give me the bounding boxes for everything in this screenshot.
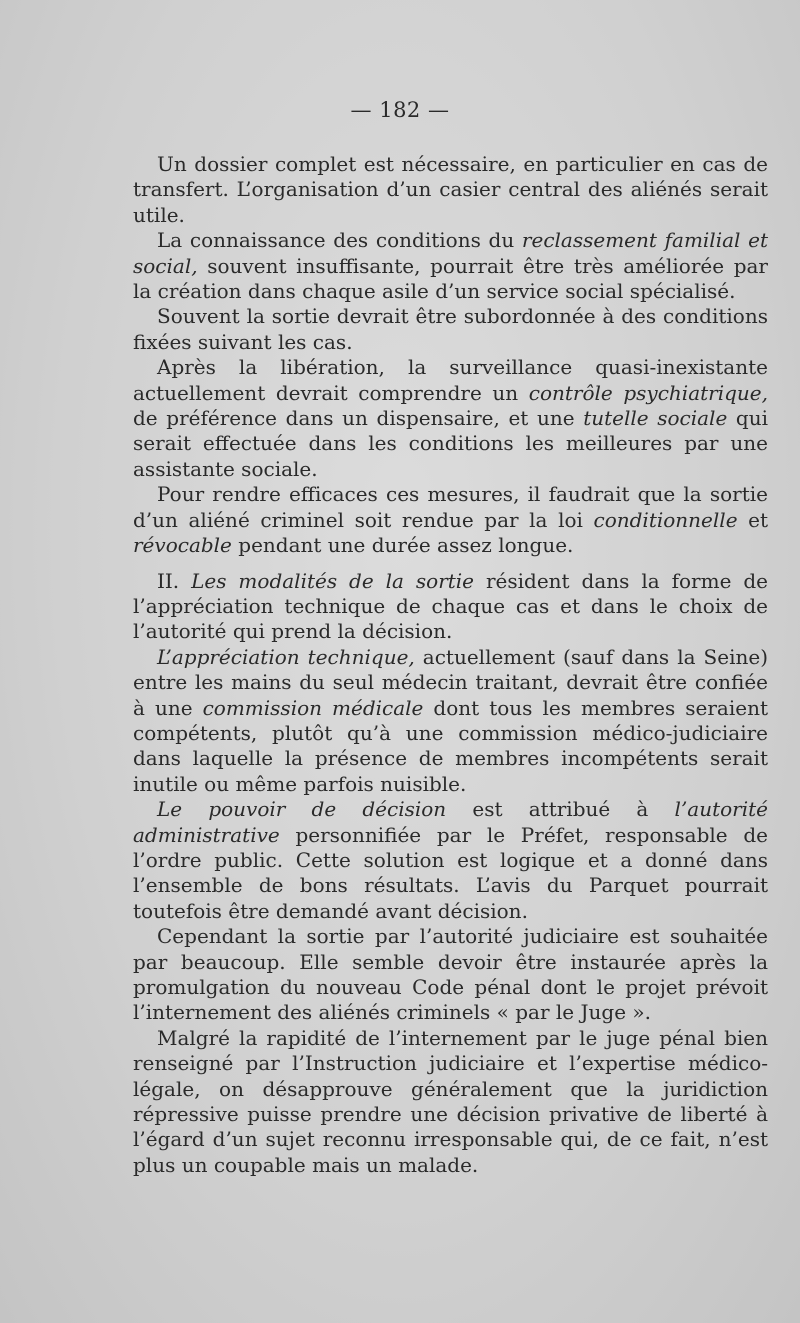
paragraph-10 bbox=[133, 1026, 768, 1178]
text-run: et bbox=[737, 507, 768, 532]
paragraph-8 bbox=[133, 797, 768, 924]
text-run: dont tous les membres seraient compétents, plutôt qu’à une commission médico-judiciaire dans laquelle la présence de membres incompétents serait inutile ou même parfois nuisible. bbox=[133, 695, 768, 796]
text-run: pendant une durée assez longue. bbox=[231, 533, 574, 558]
page-number: — 182 — bbox=[350, 98, 450, 122]
italic-text: tutelle sociale bbox=[583, 406, 728, 431]
paragraph-2 bbox=[133, 228, 768, 304]
text-run: est attribué à bbox=[446, 797, 675, 822]
text-run: Pour rendre efficaces ces mesures, il faudrait que la sortie d’un aliéné criminel soit rendue par la loi bbox=[133, 482, 768, 532]
italic-text: révocable bbox=[133, 533, 232, 558]
italic-text: l’autorité administrative bbox=[133, 797, 769, 847]
text-run: souvent insuffisante, pourrait être très améliorée par la création dans chaque asile d’un service social spécialisé. bbox=[133, 253, 768, 304]
text-run: Souvent la sortie devrait être subordonnée à des conditions fixées suivant les cas. bbox=[133, 304, 768, 354]
text-run: II. bbox=[157, 568, 192, 593]
text-run: actuellement (sauf dans la Seine) entre les mains du seul médecin traitant, devrait être confiée à une bbox=[133, 644, 768, 720]
paragraph-7 bbox=[133, 645, 768, 797]
paragraph-6 bbox=[133, 569, 768, 645]
text-run: personnifiée par le Préfet, responsable de l’ordre public. Cette solution est logique et a donné dans l’ensemble de bons résultats. L’avis du Parquet pourrait toutefois être demandé avant décision. bbox=[133, 822, 768, 923]
text-run: Malgré la rapidité de l’internement par le juge pénal bien renseigné par l’Instruction judiciaire et l’expertise médico-légale, on désapprouve généralement que la juridiction répressive puisse prendre une décision privative de liberté à l’égard d’un sujet reconnu irresponsable qui, de ce fait, n’est plus un coupable mais un malade. bbox=[133, 1025, 768, 1177]
italic-text: Le pouvoir de décision bbox=[157, 797, 447, 822]
paragraph-4 bbox=[133, 355, 768, 482]
body-text bbox=[133, 152, 768, 1178]
text-run: de préférence dans un dispensaire, et une bbox=[133, 406, 584, 431]
text-run: Un dossier complet est nécessaire, en particulier en cas de transfert. L’organisation d’un casier central des aliénés serait utile. bbox=[133, 152, 768, 227]
italic-text: reclassement familial et social, bbox=[133, 228, 768, 278]
italic-text: conditionnelle bbox=[593, 507, 738, 532]
italic-text: commission médicale bbox=[202, 695, 424, 720]
italic-text: Les modalités de la sortie bbox=[191, 568, 475, 593]
text-run: Cependant la sortie par l’autorité judiciaire est souhaitée par beaucoup. Elle semble devoir être instaurée après la promulgation du nouveau Code pénal dont le projet prévoit l’internement des aliénés criminels « par le Juge ». bbox=[133, 924, 768, 1025]
italic-text: contrôle psychiatrique, bbox=[528, 380, 768, 405]
text-run: qui serait effectuée dans les conditions les meilleures par une assistante sociale. bbox=[133, 406, 768, 481]
text-run: résident dans la forme de l’appréciation technique de chaque cas et dans le choix de l’autorité qui prend la décision. bbox=[133, 568, 768, 644]
paragraph-9 bbox=[133, 924, 768, 1026]
italic-text: L’appréciation technique, bbox=[157, 644, 415, 669]
paragraph-3 bbox=[133, 304, 768, 355]
paragraph-5 bbox=[133, 482, 768, 558]
paragraph-1 bbox=[133, 152, 768, 228]
text-run: Après la libération, la surveillance quasi-inexistante actuellement devrait comprendre un bbox=[133, 355, 768, 405]
text-run: La connaissance des conditions du bbox=[157, 228, 522, 253]
